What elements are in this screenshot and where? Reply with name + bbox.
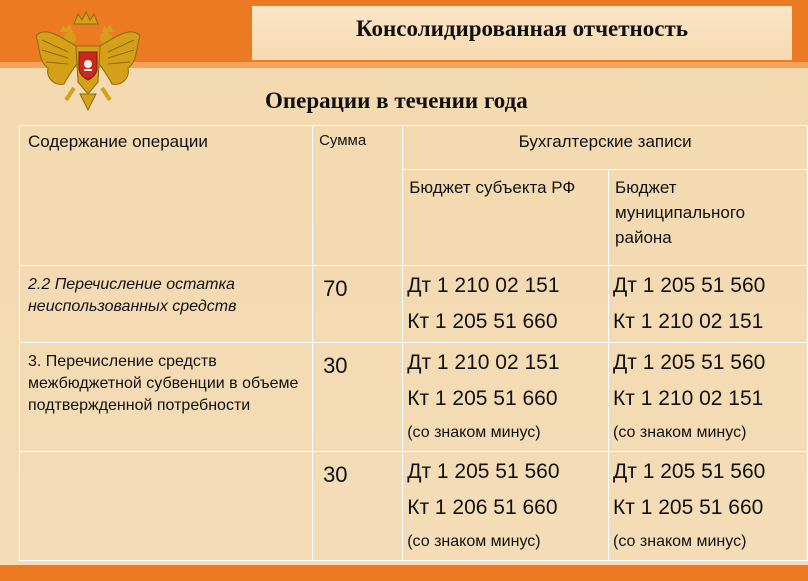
row-operation: 3. Перечисление средств межбюджетной субвенции в объеме подтвержденной потребности [20, 343, 313, 452]
municipal-note: (со знаком минус) [613, 533, 747, 550]
subject-credit: Кт 1 205 51 660 [407, 387, 558, 410]
row-municipal-entries [609, 266, 808, 343]
row-subject-entries [403, 266, 609, 343]
row-sum: 30 [313, 343, 403, 452]
row-subject-entries [403, 343, 609, 452]
municipal-debit: Дт 1 205 51 560 [613, 351, 766, 374]
subject-credit: Кт 1 205 51 660 [407, 310, 558, 333]
row-sum: 30 [313, 452, 403, 561]
operations-table [19, 125, 808, 561]
row-operation [20, 452, 313, 561]
municipal-credit: Кт 1 205 51 660 [613, 496, 764, 519]
row-municipal-entries [609, 343, 808, 452]
header-operation: Содержание операции [20, 126, 313, 266]
header-budget-municipal: Бюджет муниципального района [609, 170, 808, 266]
row-sum: 70 [313, 266, 403, 343]
bottom-bar [0, 565, 808, 581]
slide-title: Консолидированная отчетность [356, 16, 688, 41]
municipal-note: (со знаком минус) [613, 424, 747, 441]
municipal-debit: Дт 1 205 51 560 [613, 460, 766, 483]
russian-coat-of-arms-icon [30, 6, 146, 118]
municipal-debit: Дт 1 205 51 560 [613, 274, 766, 297]
subject-debit: Дт 1 210 02 151 [407, 274, 560, 297]
row-operation: 2.2 Перечисление остатка неиспользованных средств [20, 266, 313, 343]
header-budget-subject: Бюджет субъекта РФ [403, 170, 609, 266]
slide-subtitle: Операции в течении года [265, 88, 528, 113]
subject-credit: Кт 1 206 51 660 [407, 496, 558, 519]
subject-debit: Дт 1 205 51 560 [407, 460, 560, 483]
table-row [20, 266, 808, 343]
table-row [20, 452, 808, 561]
subject-note: (со знаком минус) [407, 533, 541, 550]
row-municipal-entries [609, 452, 808, 561]
row-subject-entries [403, 452, 609, 561]
subject-debit: Дт 1 210 02 151 [407, 351, 560, 374]
header-sum: Сумма [313, 126, 403, 266]
municipal-credit: Кт 1 210 02 151 [613, 387, 764, 410]
table-row [20, 343, 808, 452]
municipal-credit: Кт 1 210 02 151 [613, 310, 764, 333]
subject-note: (со знаком минус) [407, 424, 541, 441]
header-records: Бухгалтерские записи [403, 126, 808, 170]
